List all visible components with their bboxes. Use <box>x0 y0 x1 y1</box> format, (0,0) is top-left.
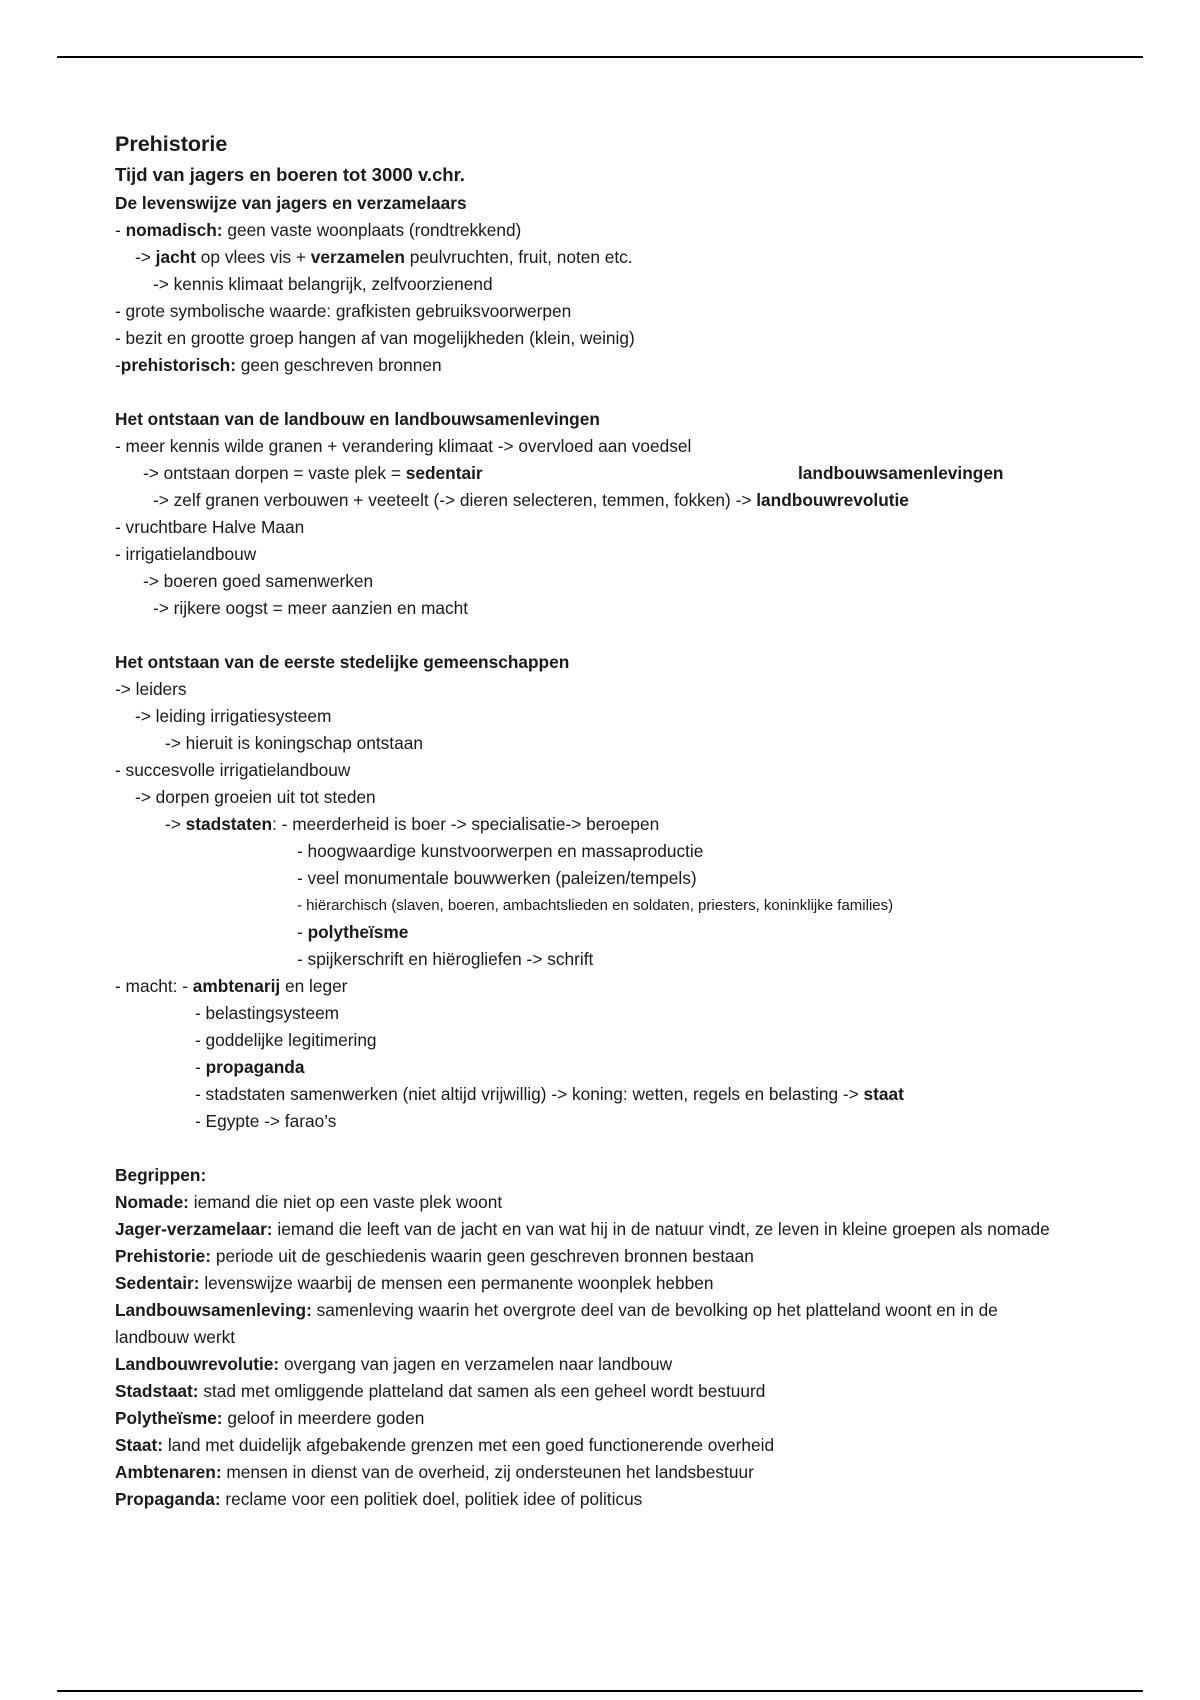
text-line: -> jacht op vlees vis + verzamelen peulvruchten, fruit, noten etc. <box>135 247 633 267</box>
section-heading-jagers: De levenswijze van jagers en verzamelaars <box>115 193 467 213</box>
glossary-item: Staat: land met duidelijk afgebakende grenzen met een goed functionerende overheid <box>115 1435 775 1455</box>
text-line: - bezit en grootte groep hangen af van mogelijkheden (klein, weinig) <box>115 328 635 348</box>
glossary-item: Nomade: iemand die niet op een vaste plek woont <box>115 1192 503 1212</box>
text-line: -> kennis klimaat belangrijk, zelfvoorzienend <box>153 274 493 294</box>
text-line: - vruchtbare Halve Maan <box>115 517 305 537</box>
glossary-item: Propaganda: reclame voor een politiek doel, politiek idee of politicus <box>115 1489 643 1509</box>
text-line: -> stadstaten: - meerderheid is boer -> specialisatie-> beroepen <box>165 814 660 834</box>
glossary-item: Landbouwsamenleving: samenleving waarin het overgrote deel van de bevolking op het platteland woont en in de landbouw werkt <box>115 1300 998 1347</box>
text-line: -> hieruit is koningschap ontstaan <box>165 733 423 753</box>
glossary-item: Sedentair: levenswijze waarbij de mensen een permanente woonplek hebben <box>115 1273 714 1293</box>
text-line: -> leiding irrigatiesysteem <box>135 706 332 726</box>
page-title: Prehistorie <box>115 132 228 156</box>
glossary-heading: Begrippen: <box>115 1165 207 1185</box>
text-line: - hiërarchisch (slaven, boeren, ambachtslieden en soldaten, priesters, koninklijke families) <box>297 897 894 914</box>
bottom-rule <box>57 1690 1143 1692</box>
text-line: - hoogwaardige kunstvoorwerpen en massaproductie <box>297 841 704 861</box>
text-line: - irrigatielandbouw <box>115 544 257 564</box>
glossary-list <box>115 1189 1075 1513</box>
text-line: -> ontstaan dorpen = vaste plek = sedentair landbouwsamenlevingen <box>115 460 1075 487</box>
glossary-item: Prehistorie: periode uit de geschiedenis waarin geen geschreven bronnen bestaan <box>115 1246 754 1266</box>
text-line: - veel monumentale bouwwerken (paleizen/tempels) <box>297 868 697 888</box>
text-line: - polytheïsme <box>297 922 409 942</box>
side-term: landbouwsamenlevingen <box>798 463 1004 483</box>
text-line: - grote symbolische waarde: grafkisten gebruiksvoorwerpen <box>115 301 572 321</box>
text-line: -> rijkere oogst = meer aanzien en macht <box>153 598 469 618</box>
text-line: -prehistorisch: geen geschreven bronnen <box>115 355 442 375</box>
page-subtitle: Tijd van jagers en boeren tot 3000 v.chr. <box>115 164 465 185</box>
top-rule <box>57 56 1143 58</box>
glossary-item: Polytheïsme: geloof in meerdere goden <box>115 1408 425 1428</box>
text-line: - succesvolle irrigatielandbouw <box>115 760 351 780</box>
text-line: - nomadisch: geen vaste woonplaats (rondtrekkend) <box>115 220 522 240</box>
text-line: - meer kennis wilde granen + verandering klimaat -> overvloed aan voedsel <box>115 436 692 456</box>
text-line: - belastingsysteem <box>195 1003 340 1023</box>
glossary-item: Stadstaat: stad met omliggende platteland dat samen als een geheel wordt bestuurd <box>115 1381 766 1401</box>
document-body <box>115 128 1075 1513</box>
text-line: -> dorpen groeien uit tot steden <box>135 787 376 807</box>
glossary-item: Ambtenaren: mensen in dienst van de overheid, zij ondersteunen het landsbestuur <box>115 1462 754 1482</box>
text-line: - spijkerschrift en hiërogliefen -> schrift <box>297 949 594 969</box>
section-heading-landbouw: Het ontstaan van de landbouw en landbouwsamenlevingen <box>115 409 600 429</box>
text-line: -> boeren goed samenwerken <box>143 571 374 591</box>
text-line: - macht: - ambtenarij en leger <box>115 976 348 996</box>
text-line: - Egypte -> farao’s <box>195 1111 337 1131</box>
text-line: -> leiders <box>115 679 187 699</box>
section-heading-steden: Het ontstaan van de eerste stedelijke gemeenschappen <box>115 652 570 672</box>
text-line: - goddelijke legitimering <box>195 1030 377 1050</box>
glossary-item: Landbouwrevolutie: overgang van jagen en verzamelen naar landbouw <box>115 1354 673 1374</box>
text-line: - stadstaten samenwerken (niet altijd vrijwillig) -> koning: wetten, regels en belasting -> staat <box>195 1084 904 1104</box>
glossary-item: Jager-verzamelaar: iemand die leeft van de jacht en van wat hij in de natuur vindt, ze leven in kleine groepen als nomade <box>115 1219 1050 1239</box>
text-line: -> zelf granen verbouwen + veeteelt (-> dieren selecteren, temmen, fokken) -> landbouwrevolutie <box>153 490 909 510</box>
text-line: - propaganda <box>195 1057 305 1077</box>
